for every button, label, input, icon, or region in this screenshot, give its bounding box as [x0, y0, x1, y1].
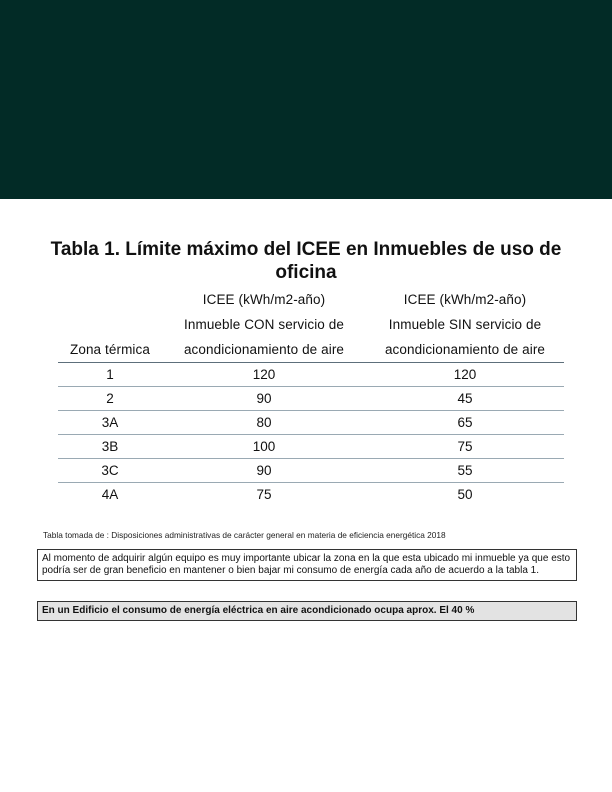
table-row: [58, 459, 564, 483]
header-cell: [58, 312, 162, 337]
sin-value-cell: 50: [457, 487, 473, 502]
table-title: Tabla 1. Límite máximo del ICEE en Inmuebles de uso de oficina: [50, 239, 562, 283]
zona-cell: 3C: [58, 459, 162, 483]
con-value-cell: 100: [162, 435, 366, 459]
zona-cell: 3A: [58, 411, 162, 435]
header-zona-termica: Zona térmica: [70, 342, 150, 357]
zona-cell: 2: [58, 387, 162, 411]
header-con-servicio: Inmueble CON servicio de: [184, 317, 344, 332]
icee-table: [58, 287, 564, 506]
header-row-1: [58, 287, 564, 312]
con-value-cell: 90: [162, 459, 366, 483]
table-row: [58, 387, 564, 411]
info-box: Al momento de adquirir algún equipo es muy importante ubicar la zona en la que esta ubicado mi inmueble ya que esto podría ser de gran beneficio en mantener o bien bajar mi consumo de energía cada año de acuerdo a la tabla 1.: [37, 549, 577, 581]
zona-cell: 4A: [101, 487, 119, 502]
con-value-cell: 90: [162, 387, 366, 411]
header-icee-con: ICEE (kWh/m2-año): [202, 292, 326, 307]
header-cell: [58, 287, 162, 312]
highlight-box: En un Edificio el consumo de energía eléctrica en aire acondicionado ocupa aprox. El 40 %: [37, 601, 577, 621]
header-icee-sin: ICEE (kWh/m2-año): [403, 292, 527, 307]
header-acondicionamiento-con: acondicionamiento de aire: [183, 342, 345, 357]
sin-value-cell: 75: [366, 435, 564, 459]
table-row: [58, 363, 564, 387]
zona-cell: 3B: [58, 435, 162, 459]
table-row: [58, 411, 564, 435]
table-row: [58, 483, 564, 507]
con-value-cell: 75: [256, 487, 272, 502]
source-note: Tabla tomada de : Disposiciones administrativas de carácter general en materia de eficiencia energética 2018: [43, 530, 446, 540]
header-row-3: [58, 337, 564, 363]
zona-cell: 1: [58, 363, 162, 387]
header-acondicionamiento-sin: acondicionamiento de aire: [384, 342, 546, 357]
sin-value-cell: 55: [366, 459, 564, 483]
sin-value-cell: 45: [366, 387, 564, 411]
con-value-cell: 120: [162, 363, 366, 387]
header-band: [0, 0, 612, 199]
header-row-2: [58, 312, 564, 337]
header-sin-servicio: Inmueble SIN servicio de: [388, 317, 542, 332]
con-value-cell: 80: [162, 411, 366, 435]
sin-value-cell: 65: [366, 411, 564, 435]
table-row: [58, 435, 564, 459]
sin-value-cell: 120: [366, 363, 564, 387]
